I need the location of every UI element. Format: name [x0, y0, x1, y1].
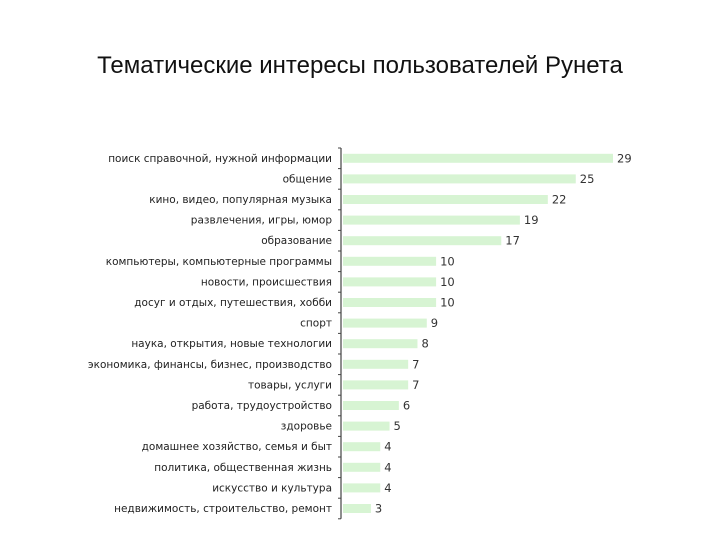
bar	[343, 401, 399, 410]
value-label: 7	[412, 357, 420, 372]
category-label: экономика, финансы, бизнес, производство	[87, 358, 332, 371]
category-label: работа, трудоустройство	[191, 400, 332, 412]
value-label: 22	[551, 192, 567, 207]
value-label: 4	[384, 460, 392, 475]
category-label: образование	[261, 235, 332, 248]
value-label: 7	[412, 377, 420, 392]
bar	[343, 298, 436, 307]
bar	[343, 319, 427, 328]
value-label: 3	[374, 501, 383, 516]
bar	[343, 504, 371, 513]
value-label: 25	[579, 171, 595, 186]
bar	[343, 380, 408, 389]
category-label: поиск справочной, нужной информации	[108, 152, 332, 165]
category-label: развлечения, игры, юмор	[190, 214, 332, 227]
value-label: 29	[617, 151, 632, 166]
category-label: искусство и культура	[212, 482, 332, 495]
category-label: общение	[282, 173, 332, 186]
bar	[343, 236, 501, 245]
category-label: политика, общественная жизнь	[154, 461, 332, 474]
bar	[343, 463, 380, 472]
category-label: наука, открытия, новые технологии	[131, 338, 332, 351]
category-label: домашнее хозяйство, семья и быт	[141, 441, 332, 454]
bar	[343, 216, 520, 225]
value-label: 5	[393, 419, 401, 434]
value-label: 17	[505, 233, 520, 248]
value-label: 4	[384, 480, 392, 495]
bar	[343, 483, 380, 492]
value-label: 4	[384, 439, 392, 454]
category-label: товары, услуги	[247, 379, 332, 392]
category-label: новости, происшествия	[200, 276, 332, 289]
category-label: кино, видео, популярная музыка	[149, 194, 332, 206]
bar	[343, 195, 548, 204]
bar	[343, 422, 390, 431]
bar	[343, 257, 436, 266]
bar	[343, 339, 417, 348]
category-label: спорт	[300, 317, 332, 330]
page-title: Тематические интересы пользователей Рунета	[97, 52, 623, 79]
bar	[343, 154, 613, 163]
category-label: недвижимость, строительство, ремонт	[114, 503, 332, 515]
value-label: 9	[430, 316, 439, 331]
bar	[343, 442, 380, 451]
value-label: 19	[523, 213, 539, 228]
value-label: 6	[402, 398, 411, 413]
bar	[343, 360, 408, 369]
bars-group	[343, 154, 613, 513]
category-label: досуг и отдых, путешествия, хобби	[134, 297, 332, 309]
bar	[343, 277, 436, 286]
bar	[343, 174, 576, 183]
category-labels-group	[88, 153, 332, 515]
value-label: 10	[440, 295, 455, 310]
value-labels-group	[375, 151, 632, 515]
category-label: здоровье	[280, 420, 332, 433]
value-label: 10	[440, 274, 455, 289]
category-label: компьютеры, компьютерные программы	[105, 255, 332, 268]
value-label: 8	[421, 336, 429, 351]
value-label: 10	[440, 254, 455, 269]
